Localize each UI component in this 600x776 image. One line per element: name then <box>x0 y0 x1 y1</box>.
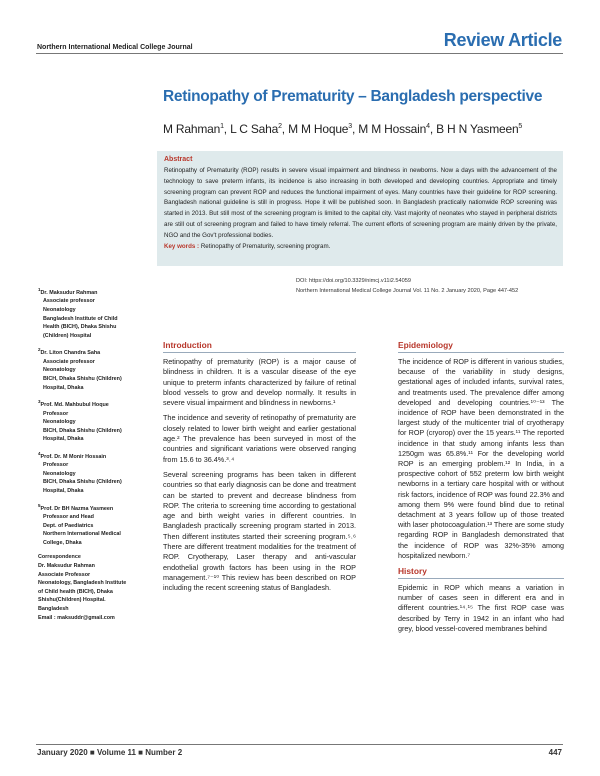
footer-issue: January 2020 ■ Volume 11 ■ Number 2 <box>37 748 183 757</box>
affiliation-line: Professor <box>43 462 69 469</box>
article-title: Retinopathy of Prematurity – Bangladesh perspective <box>163 88 543 105</box>
footer-rule <box>36 744 563 745</box>
affiliation <box>38 502 148 548</box>
affiliation-line: Neonatology <box>43 470 76 477</box>
correspondence-line: Shishu(Children) Hospital. <box>38 597 106 604</box>
affiliation-line: Professor and Head <box>43 514 94 521</box>
affiliation-line: Neonatology <box>43 306 76 313</box>
affiliation <box>38 398 148 444</box>
correspondence-line: of Child health (BICH), Dhaka <box>38 588 113 595</box>
affiliation-line: (Children) Hospital <box>43 332 92 339</box>
affiliation-line: College, Dhaka <box>43 539 82 546</box>
author-sup: 4 <box>426 123 430 130</box>
keywords-label: Key words : <box>164 242 200 250</box>
correspondence-line: Dr. Maksudur Rahman <box>38 563 95 570</box>
author-sup: 5 <box>518 123 523 130</box>
correspondence-line: Bangladesh <box>38 605 69 612</box>
affiliation <box>38 286 148 340</box>
affiliation-line: Prof. Dr. M Monir Hossain <box>40 453 107 460</box>
correspondence-line: Neonatology, Bangladesh Institute <box>38 580 127 587</box>
paragraph: Retinopathy of prematurity (ROP) is a major cause of blindness in children. It is a vascular disease of the eye unique to preterm infants characterized by failure of retinal blood vessels to grow and develop normally. It results in severe visual impairment and blindness in newborns.¹ <box>163 357 356 408</box>
affiliation-line: BICH, Dhaka Shishu (Children) <box>43 375 122 382</box>
affiliation-line: Associate professor <box>43 358 95 365</box>
author-sup: 2 <box>278 123 282 130</box>
affiliation-line: Professor <box>43 410 69 417</box>
right-column <box>398 340 564 639</box>
affiliation-line: Dr. Maksudur Rahman <box>40 289 98 296</box>
paragraph: The incidence and severity of retinopathy of prematurity are closely related to lower birth weight and earlier gestational age.² The prevalence has been surveyed in most of the countries and significant variations were observed ranging from 15.6 to 36.4%.³˒⁴ <box>163 413 356 464</box>
affiliation-sup: 5 <box>38 502 41 508</box>
affiliation-line: Dept. of Paediatrics <box>43 522 94 529</box>
affiliation <box>38 450 148 496</box>
author-name: M M Hoque <box>288 122 349 136</box>
affiliation-line: Northern International Medical <box>43 531 121 538</box>
abstract-box <box>157 151 563 266</box>
correspondence-line: Correspondence <box>38 554 81 561</box>
epidemiology-heading: Epidemiology <box>398 340 564 353</box>
affiliation <box>38 346 148 392</box>
author-name: M M Hossain <box>358 122 427 136</box>
affiliation-line: Hospital, Dhaka <box>43 384 84 391</box>
left-column <box>163 340 356 599</box>
author-sup: 3 <box>348 123 352 130</box>
affiliation-sup: 3 <box>38 399 41 405</box>
affiliation-line: Neonatology <box>43 419 76 426</box>
affiliation-line: Prof. Dr BH Nazma Yasmeen <box>40 505 114 512</box>
author-list: M Rahman$^1$, L C Saha$^2$, M M Hoque$^3$, M M Hossain$^4$, B H N Yasmeen$^5$ <box>163 122 523 136</box>
affiliation-line: Neonatology <box>43 367 76 374</box>
affiliation-line: BICH, Dhaka Shishu (Children) <box>43 427 122 434</box>
paragraph: Several screening programs has been taken in different countries so that early diagnosis can be done and treatment can be started to prevent and decrease blindness from ROP. The criteria to screening time according to gestational age and birth weight varies in different countries. In Bangladesh practically screening program started in 2013. Then different institutes started their screening program.⁵˒⁶ There are different treatment modalities for the treatment of ROP. Cryotherapy, Laser therapy and anti-vascular endothelial growth factors has been using in the ROP management.⁷⁻¹⁰ This review has been described on ROP including the recent screening status of Bangladesh. <box>163 469 356 593</box>
doi-link[interactable]: DOI: https://doi.org/10.3329/nimcj.v11i2.54059 <box>296 278 411 284</box>
affiliation-line: Prof. Md. Mahbubul Hoque <box>40 401 109 408</box>
affiliation-line: Dr. Liton Chandra Saha <box>40 350 101 357</box>
article-type: Review Article <box>443 30 562 50</box>
correspondence-email[interactable]: Email : maksuddr@gmail.com <box>38 614 115 621</box>
affiliation-line: Health (BICH), Dhaka Shishu <box>43 324 117 331</box>
author-sup: 1 <box>220 123 224 130</box>
correspondence-line: Associate Professor <box>38 571 91 578</box>
affiliations-sidebar <box>38 286 148 622</box>
history-heading: History <box>398 566 564 579</box>
affiliation-line: Hospital, Dhaka <box>43 436 84 443</box>
affiliation-sup: 2 <box>38 347 41 353</box>
affiliation-sup: 4 <box>38 450 41 456</box>
paragraph: Epidemic in ROP which means a variation in number of cases seen in different era and in different countries.¹⁴˒¹⁵ The first ROP case was described by Terry in 1942 in an infant who had grey, blood vessel-covered membranes behind <box>398 583 564 633</box>
abstract-heading: Abstract <box>164 156 193 163</box>
page-number: 447 <box>548 748 562 757</box>
doi-block <box>296 277 518 296</box>
citation-line: Northern International Medical College Journal Vol. 11 No. 2 January 2020, Page 447-452 <box>296 287 519 294</box>
author-name: M Rahman <box>163 122 221 136</box>
affiliation-line: Associate professor <box>43 298 95 305</box>
abstract-text: Retinopathy of Prematurity (ROP) results in severe visual impairment and blindness in newborns. Now a days with the advancement of the technology to save preterm infants, its incidence is also increasing in both developed and developing countries. Appropriate and timely screening program can prevent ROP and reduces the functional impairment of eyes. Many countries have their guideline for ROP screening. Bangladesh national guideline is still in progress. Hope it will be published soon. In Bangladesh practically nationwide ROP screening was started in 2013. But still most of the screening program is limited to the capital city. Vast majority of neonates who stayed in peripheral districts are still out of screening program and failed to have timely referral. The current efforts of screening program are mainly driven by the private, NGO and the Gov't professional bodies. <box>164 167 557 239</box>
journal-name: Northern International Medical College Journal <box>37 44 193 51</box>
affiliation-sup: 1 <box>38 287 41 292</box>
author-name: L C Saha <box>230 122 279 136</box>
affiliation-line: Hospital, Dhaka <box>43 488 84 495</box>
correspondence <box>38 553 148 622</box>
introduction-heading: Introduction <box>163 340 356 353</box>
header-rule <box>36 53 563 54</box>
paragraph: The incidence of ROP is different in various studies, because of the variability in study designs, gestational ages of included infants, survival rates, and treatments used. The prevalence differ among developed and developing countries.¹⁰⁻¹³ The incidence of ROP have been demonstrated in the largest study of the multicenter trial of cryotherapy for ROP (cryorop) over the 15 years.¹¹ The reported incidence in that study among infants less than 1250gm was 65.8%.¹¹ For the developing world ROP is an emerging problem.¹² In India, in a prospective cohort of 552 preterm low birth weight newborns in a tertiary care hospital with or without risk factors, incidence of ROP was found 22.3% and among them 9% were found blind due to retinal detachment at 3 years follow up of those treated with laser photocoagulation.¹³ There are some study regarding ROP in Bangladesh demonstrated that the incidence of ROP was 32%-35% among hospitalized newborn.⁷ <box>398 357 564 560</box>
keywords-text: Retinopathy of Prematurity, screening program. <box>200 242 331 250</box>
affiliation-line: Bangladesh Institute of Child <box>43 315 118 322</box>
keywords <box>164 243 557 250</box>
affiliation-line: BICH, Dhaka Shishu (Children) <box>43 479 122 486</box>
author-name: B H N Yasmeen <box>436 122 519 136</box>
